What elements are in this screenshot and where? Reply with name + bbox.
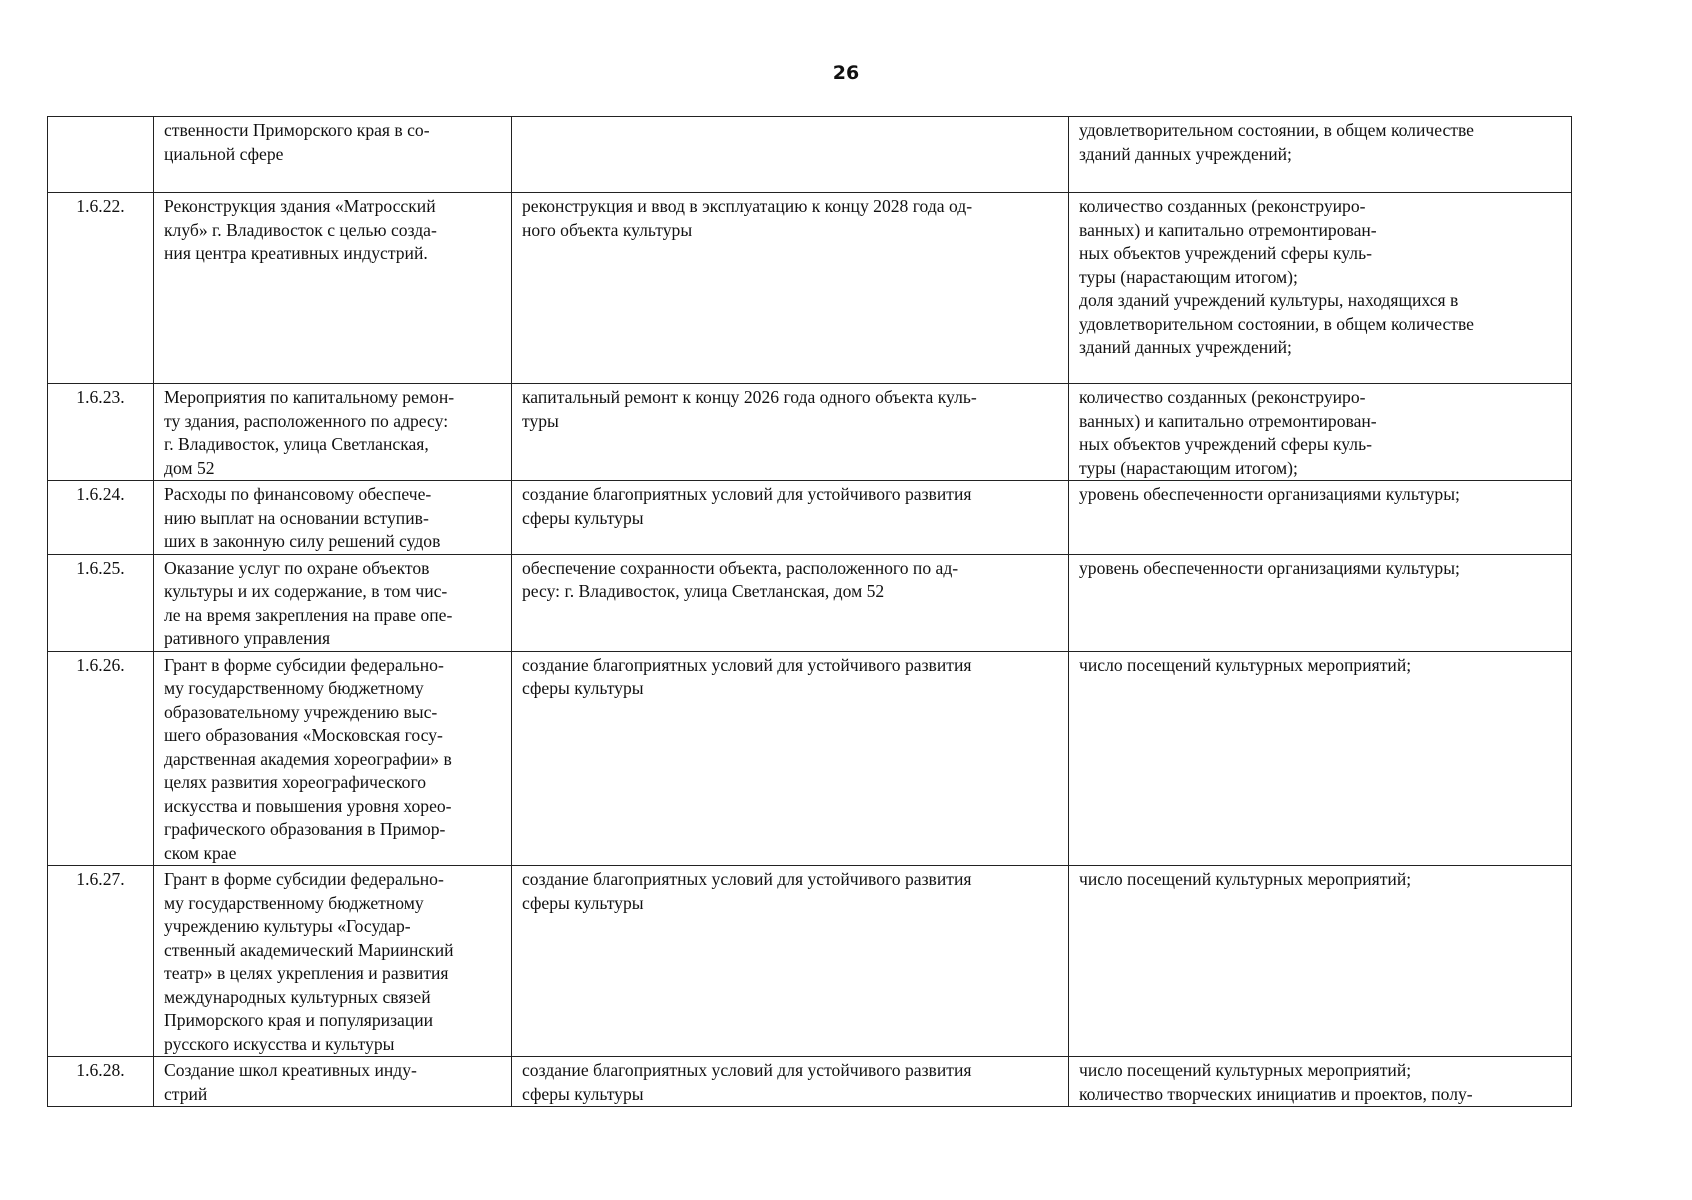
row-number: 1.6.23.: [48, 384, 154, 481]
measure-name: Реконструкция здания «Матросский клуб» г. Владивосток с целью созда- ния центра креативных индустрий.: [154, 193, 512, 384]
measure-name: Расходы по финансовому обеспече- нию выплат на основании вступив- ших в законную силу решений судов: [154, 481, 512, 555]
measure-name: ственности Приморского края в со- циальной сфере: [154, 117, 512, 193]
expected-result: создание благоприятных условий для устойчивого развития сферы культуры: [512, 651, 1069, 866]
expected-result: создание благоприятных условий для устойчивого развития сферы культуры: [512, 481, 1069, 555]
indicator: число посещений культурных мероприятий;: [1069, 866, 1572, 1057]
measure-name: Создание школ креативных инду- стрий: [154, 1057, 512, 1107]
expected-result: капитальный ремонт к концу 2026 года одного объекта куль- туры: [512, 384, 1069, 481]
indicator: число посещений культурных мероприятий; количество творческих инициатив и проектов, полу-: [1069, 1057, 1572, 1107]
indicator: количество созданных (реконструиро- ванных) и капитально отремонтирован- ных объектов учреждений сферы куль- туры (нарастающим итогом); доля зданий учреждений культуры, находящихся в удовлетворительном состоянии, в общем количестве зданий данных учреждений;: [1069, 193, 1572, 384]
row-number: 1.6.28.: [48, 1057, 154, 1107]
row-number: 1.6.24.: [48, 481, 154, 555]
table-row: [48, 117, 1572, 193]
expected-result: создание благоприятных условий для устойчивого развития сферы культуры: [512, 866, 1069, 1057]
row-number: 1.6.25.: [48, 554, 154, 651]
row-number: 1.6.22.: [48, 193, 154, 384]
table-row: [48, 481, 1572, 555]
measure-name: Оказание услуг по охране объектов культуры и их содержание, в том чис- ле на время закрепления на праве опе- ративного управления: [154, 554, 512, 651]
indicator: количество созданных (реконструиро- ванных) и капитально отремонтирован- ных объектов учреждений сферы куль- туры (нарастающим итогом);: [1069, 384, 1572, 481]
indicator: удовлетворительном состоянии, в общем количестве зданий данных учреждений;: [1069, 117, 1572, 193]
measure-name: Мероприятия по капитальному ремон- ту здания, расположенного по адресу: г. Владивосток, улица Светланская, дом 52: [154, 384, 512, 481]
measure-name: Грант в форме субсидии федерально- му государственному бюджетному образовательному учреждению выс- шего образования «Московская госу- дарственная академия хореографии» в целях развития хореографического искусства и повышения уровня хорео- графического образования в Примор- ском крае: [154, 651, 512, 866]
table-row: [48, 384, 1572, 481]
expected-result: обеспечение сохранности объекта, расположенного по ад- ресу: г. Владивосток, улица Светланская, дом 52: [512, 554, 1069, 651]
expected-result: создание благоприятных условий для устойчивого развития сферы культуры: [512, 1057, 1069, 1107]
row-number: [48, 117, 154, 193]
table-row: [48, 193, 1572, 384]
indicator: уровень обеспеченности организациями культуры;: [1069, 554, 1572, 651]
row-number: 1.6.27.: [48, 866, 154, 1057]
indicator: число посещений культурных мероприятий;: [1069, 651, 1572, 866]
expected-result: [512, 117, 1069, 193]
expected-result: реконструкция и ввод в эксплуатацию к концу 2028 года од- ного объекта культуры: [512, 193, 1069, 384]
row-number: 1.6.26.: [48, 651, 154, 866]
table-row: [48, 554, 1572, 651]
table-row: [48, 866, 1572, 1057]
table-row: [48, 651, 1572, 866]
measure-name: Грант в форме субсидии федерально- му государственному бюджетному учреждению культуры «Государ- ственный академический Мариинский театр» в целях укрепления и развития международных культурных связей Приморского края и популяризации русского искусства и культуры: [154, 866, 512, 1057]
measures-table: [47, 116, 1572, 1107]
indicator: уровень обеспеченности организациями культуры;: [1069, 481, 1572, 555]
table-row: [48, 1057, 1572, 1107]
page-number: 26: [832, 62, 860, 84]
